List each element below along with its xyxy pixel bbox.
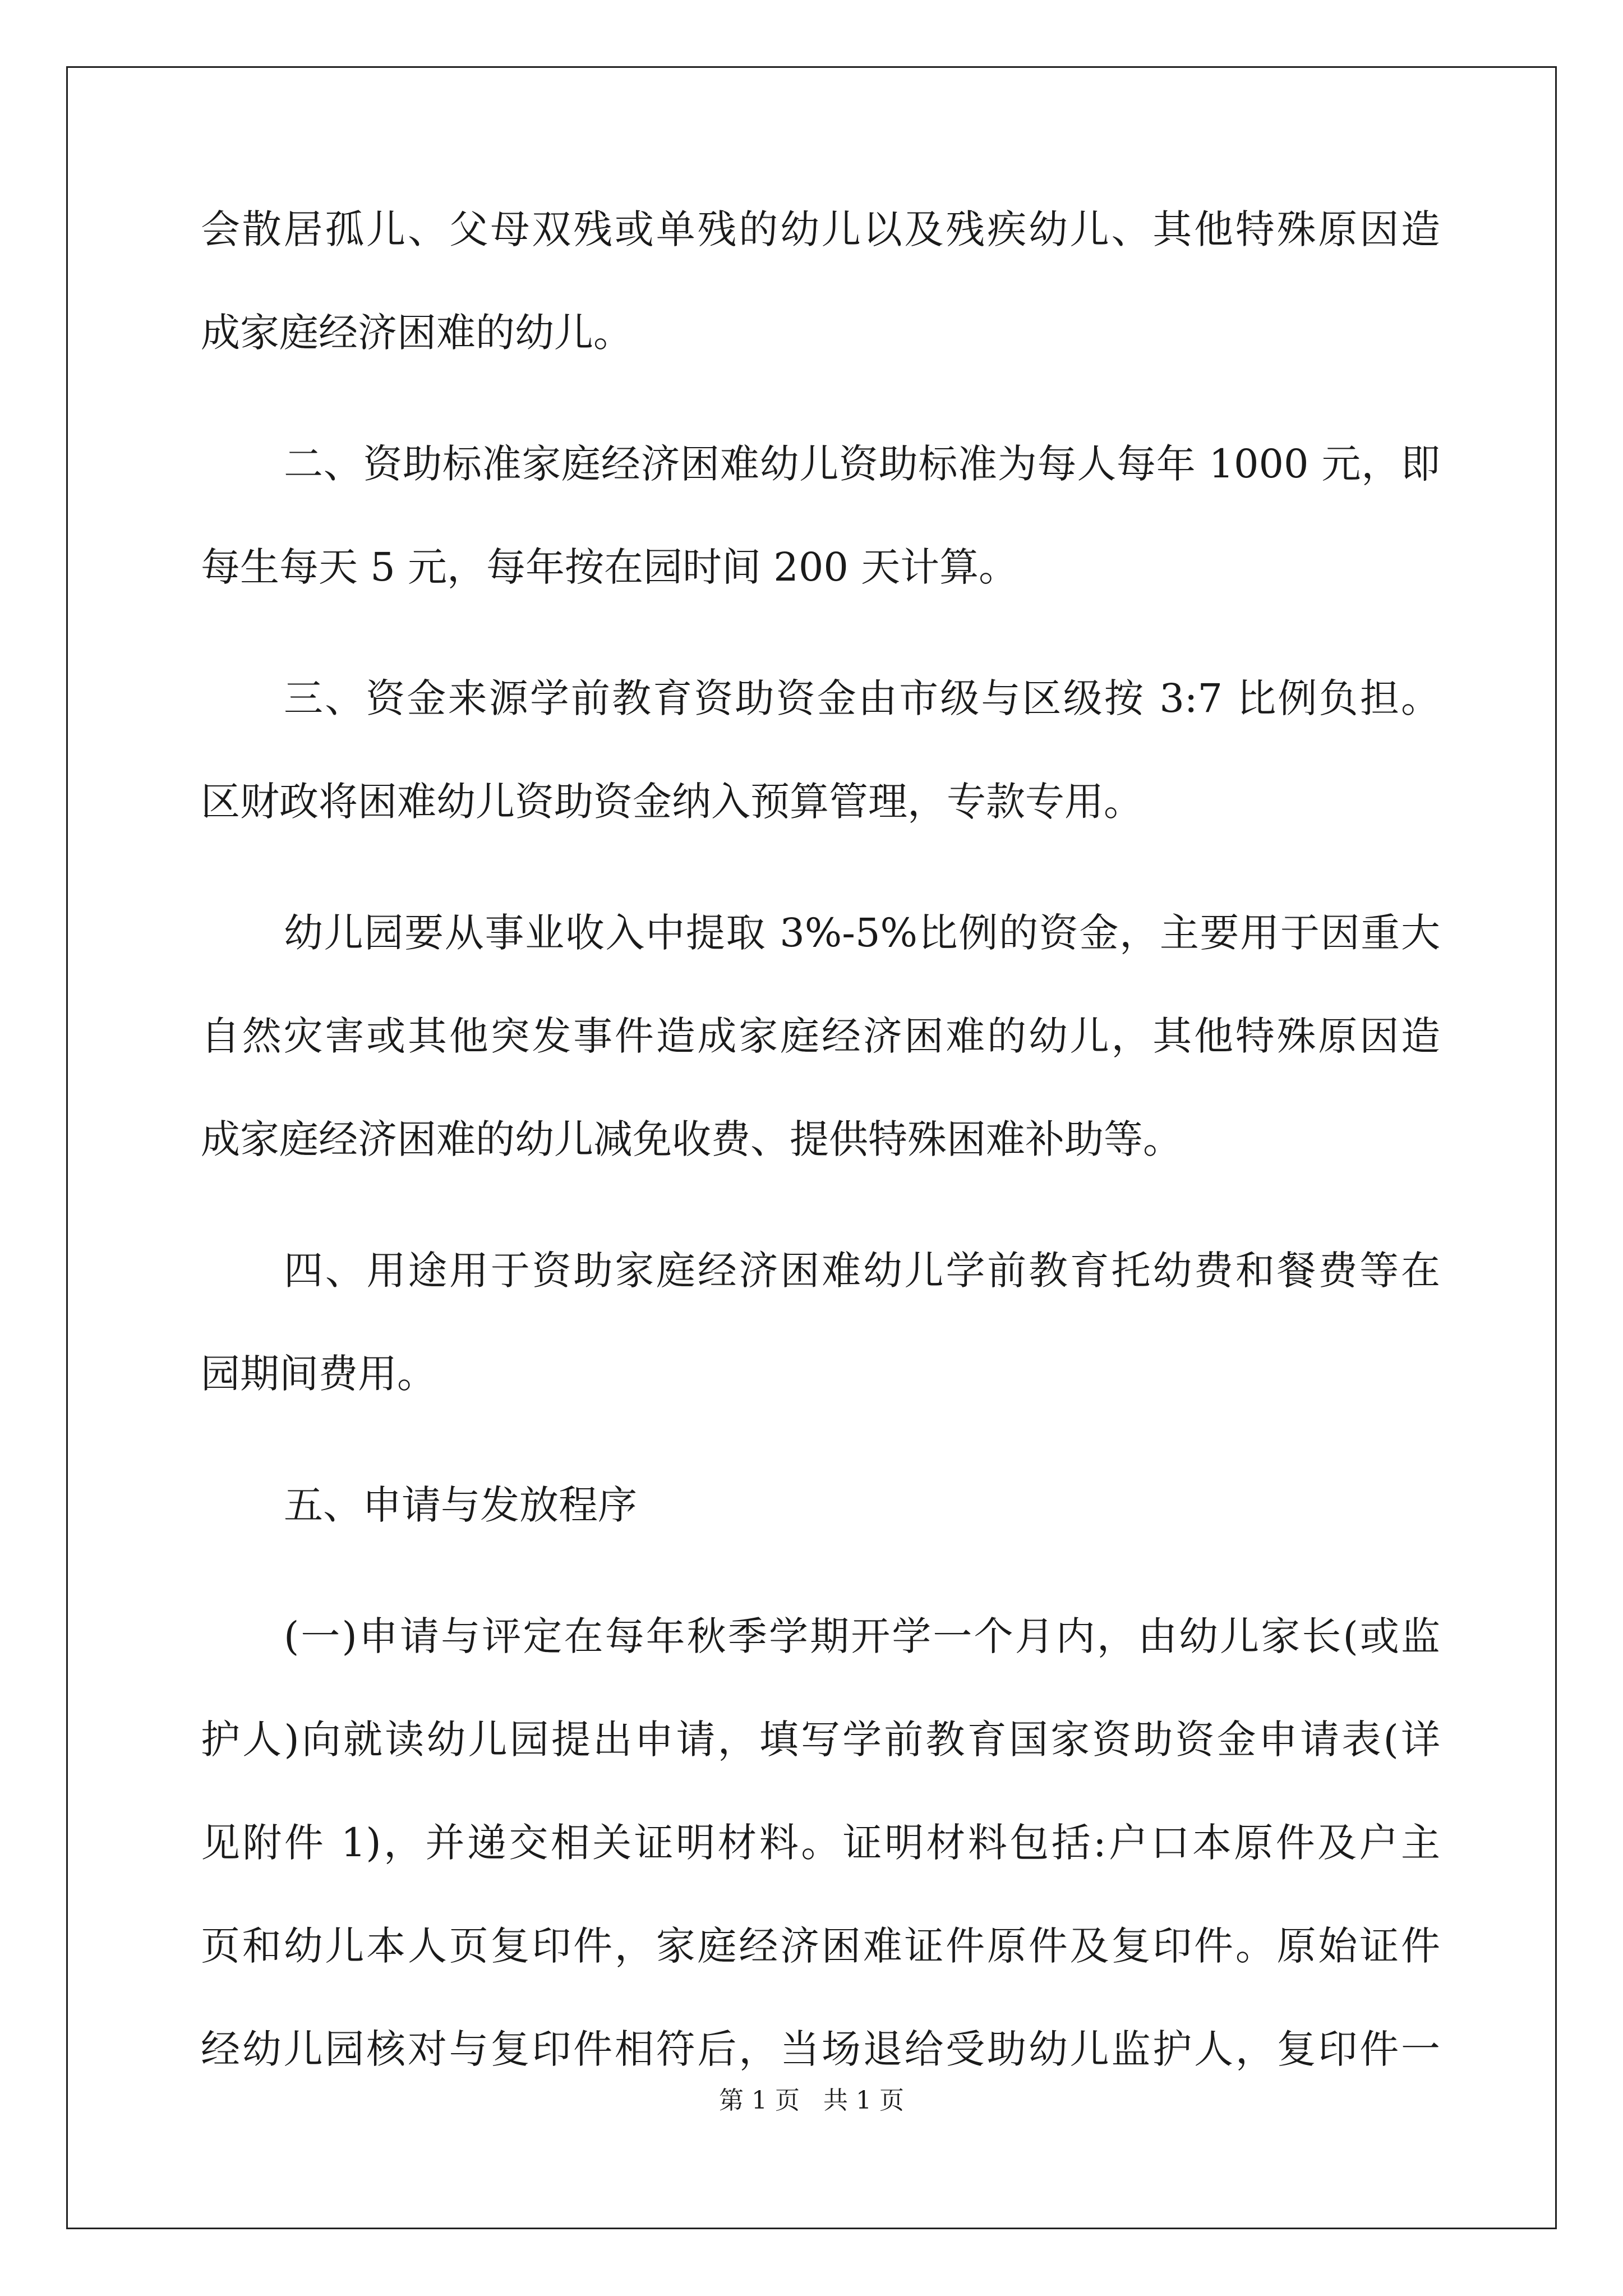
body-line: 见附件 1)，并递交相关证明材料。证明材料包括:户口本原件及户主 [201, 1820, 1440, 1866]
body-line: 经幼儿园核对与复印件相符后，当场退给受助幼儿监护人，复印件一 [201, 2026, 1440, 2072]
body-line: 护人)向就读幼儿园提出申请，填写学前教育国家资助资金申请表(详 [201, 1717, 1440, 1763]
body-line: 自然灾害或其他突发事件造成家庭经济困难的幼儿，其他特殊原因造 [201, 1013, 1440, 1059]
body-line: 幼儿园要从事业收入中提取 3%-5%比例的资金，主要用于因重大 [284, 910, 1440, 956]
body-line: 会散居孤儿、父母双残或单残的幼儿以及残疾幼儿、其他特殊原因造 [201, 206, 1440, 252]
body-line: 园期间费用。 [201, 1351, 436, 1397]
body-line: 每生每天 5 元，每年按在园时间 200 天计算。 [201, 544, 1018, 590]
body-line: (一)申请与评定在每年秋季学期开学一个月内，由幼儿家长(或监 [284, 1613, 1440, 1659]
page-footer: 第 1 页 共 1 页 [719, 2086, 904, 2115]
body-line: 四、用途用于资助家庭经济困难幼儿学前教育托幼费和餐费等在 [284, 1248, 1440, 1294]
body-line: 区财政将困难幼儿资助资金纳入预算管理，专款专用。 [201, 779, 1143, 825]
body-line: 三、资金来源学前教育资助资金由市级与区级按 3:7 比例负担。 [284, 675, 1440, 721]
body-line: 成家庭经济困难的幼儿。 [201, 310, 633, 356]
section-heading: 五、申请与发放程序 [284, 1482, 637, 1528]
body-line: 页和幼儿本人页复印件，家庭经济困难证件原件及复印件。原始证件 [201, 1923, 1440, 1969]
body-line: 成家庭经济困难的幼儿减免收费、提供特殊困难补助等。 [201, 1116, 1182, 1162]
body-line: 二、资助标准家庭经济困难幼儿资助标准为每人每年 1000 元，即 [284, 441, 1440, 487]
